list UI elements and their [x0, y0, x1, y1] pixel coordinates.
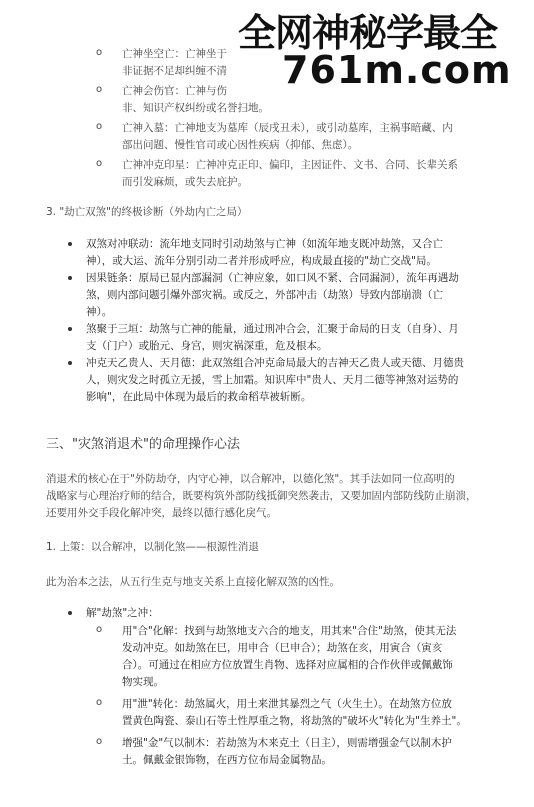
bullet-marker [68, 327, 72, 331]
watermark-url: 761m.com [282, 48, 512, 92]
watermark-title: 全网神秘学最全 [238, 11, 498, 55]
text-line: 战略家与心理治疗师的结合，既要构筑外部防线抵御突然袭击，又要加固内部防线防止崩溃， [46, 490, 477, 502]
text-line: 亡神会伤官：亡神与伤 [122, 85, 227, 97]
sub-bullet-marker: o [96, 158, 103, 169]
section-heading: 三、"灾煞消退术"的命理操作心法 [46, 437, 240, 452]
text-line: 因果链条：原局已显内部漏洞（亡神应象，如口风不紧、合同漏洞），流年再遇劫 [86, 272, 459, 284]
text-line: 置黄色陶瓷、泰山石等土性厚重之物，将劫煞的"破坏火"转化为"生养土"。 [122, 715, 467, 727]
text-line: 土。佩戴金银饰物，在西方位布局金属物品。 [122, 754, 332, 766]
text-line: 亡神坐空亡：亡神坐于 [122, 48, 227, 60]
sub-bullet-marker: o [96, 697, 103, 708]
text-line: 人，则灾发之时孤立无援，雪上加霜。知识库中"贵人、天月二德等神煞对运势的 [86, 374, 459, 386]
text-line: 合）。可通过在相应方位放置生肖物、选择对应属相的合作伙伴或佩戴饰 [122, 659, 453, 671]
text-line: 煞聚于三垣：劫煞与亡神的能量，通过刑冲合会，汇聚于命局的日支（自身）、月 [86, 323, 459, 335]
text-line: 非、知识产权纠纷或名誉扫地。 [122, 102, 269, 114]
text-line: 亡神入墓：亡神地支为墓库（辰戌丑未），或引动墓库，主祸事暗藏、内 [122, 122, 453, 134]
text-line: 支（门户）或胎元、身宫，则灾祸深重，危及根本。 [86, 340, 328, 352]
sub-bullet-marker: o [96, 736, 103, 747]
bullet-marker [68, 361, 72, 365]
text-line: 还要用外交手段化解冲突，最终以德行感化戾气。 [46, 507, 277, 519]
sub-bullet-marker: o [96, 47, 103, 58]
text-line: 神）。 [86, 306, 113, 318]
bullet-title: 解"劫煞"之冲： [86, 607, 159, 619]
text-line: 煞，则内部问题引爆外部灾祸。或反之，外部冲击（劫煞）导致内部崩溃（亡 [86, 289, 443, 301]
text-line: 双煞对冲联动：流年地支同时引动劫煞与亡神（如流年地支既冲劫煞，又合亡 [86, 238, 443, 250]
text-line: 影响"，在此局中体现为最后的救命稻草被斩断。 [86, 391, 312, 403]
sub-bullet-marker: o [96, 121, 103, 132]
text-line: 部出问题、慢性官司或心因性疾病（抑郁、焦虑）。 [122, 139, 359, 151]
bullet-marker [68, 611, 72, 615]
text-line: 非证据不足却纠缠不清 [122, 65, 227, 77]
subsection-title: 1. 上策：以合解冲，以制化煞——根源性消退 [46, 541, 259, 553]
section-title: 3. "劫亡双煞"的终极诊断（外劫内亡之局） [46, 206, 248, 218]
text-line: 用"泄"转化：劫煞属火，用土来泄其暴烈之气（火生土）。在劫煞方位放 [122, 698, 452, 710]
text-line: 物实现。 [122, 676, 164, 688]
text-line: 而引发麻烦，或失去庇护。 [122, 176, 248, 188]
text-line: 神），或大运、流年分别引动二者并形成呼应，构成最直接的"劫亡交战"局。 [86, 255, 437, 267]
text-line: 发动冲克。如劫煞在巳，用申合（巳申合）；劫煞在亥，用寅合（寅亥 [122, 642, 443, 654]
bullet-marker [68, 276, 72, 280]
text-line: 亡神冲克印星：亡神冲克正印、偏印，主因证件、文书、合同、长辈关系 [122, 159, 458, 171]
sub-bullet-marker: o [96, 84, 103, 95]
text-line: 增强"金"气以制木：若劫煞为木来克土（日主），则需增强金气以制木护 [122, 737, 452, 749]
bullet-marker [68, 242, 72, 246]
text-line: 冲克天乙贵人、天月德：此双煞组合冲克命局最大的吉神天乙贵人或天德、月德贵 [86, 357, 464, 369]
text-line: 消退术的核心在于"外防劫夺，内守心神，以合解冲，以德化煞"。其手法如同一位高明的 [46, 473, 455, 485]
text-line: 用"合"化解：找到与劫煞地支六合的地支，用其来"合住"劫煞，使其无法 [122, 625, 457, 637]
text-line: 此为治本之法，从五行生克与地支关系上直接化解双煞的凶性。 [46, 576, 340, 588]
sub-bullet-marker: o [96, 624, 103, 635]
